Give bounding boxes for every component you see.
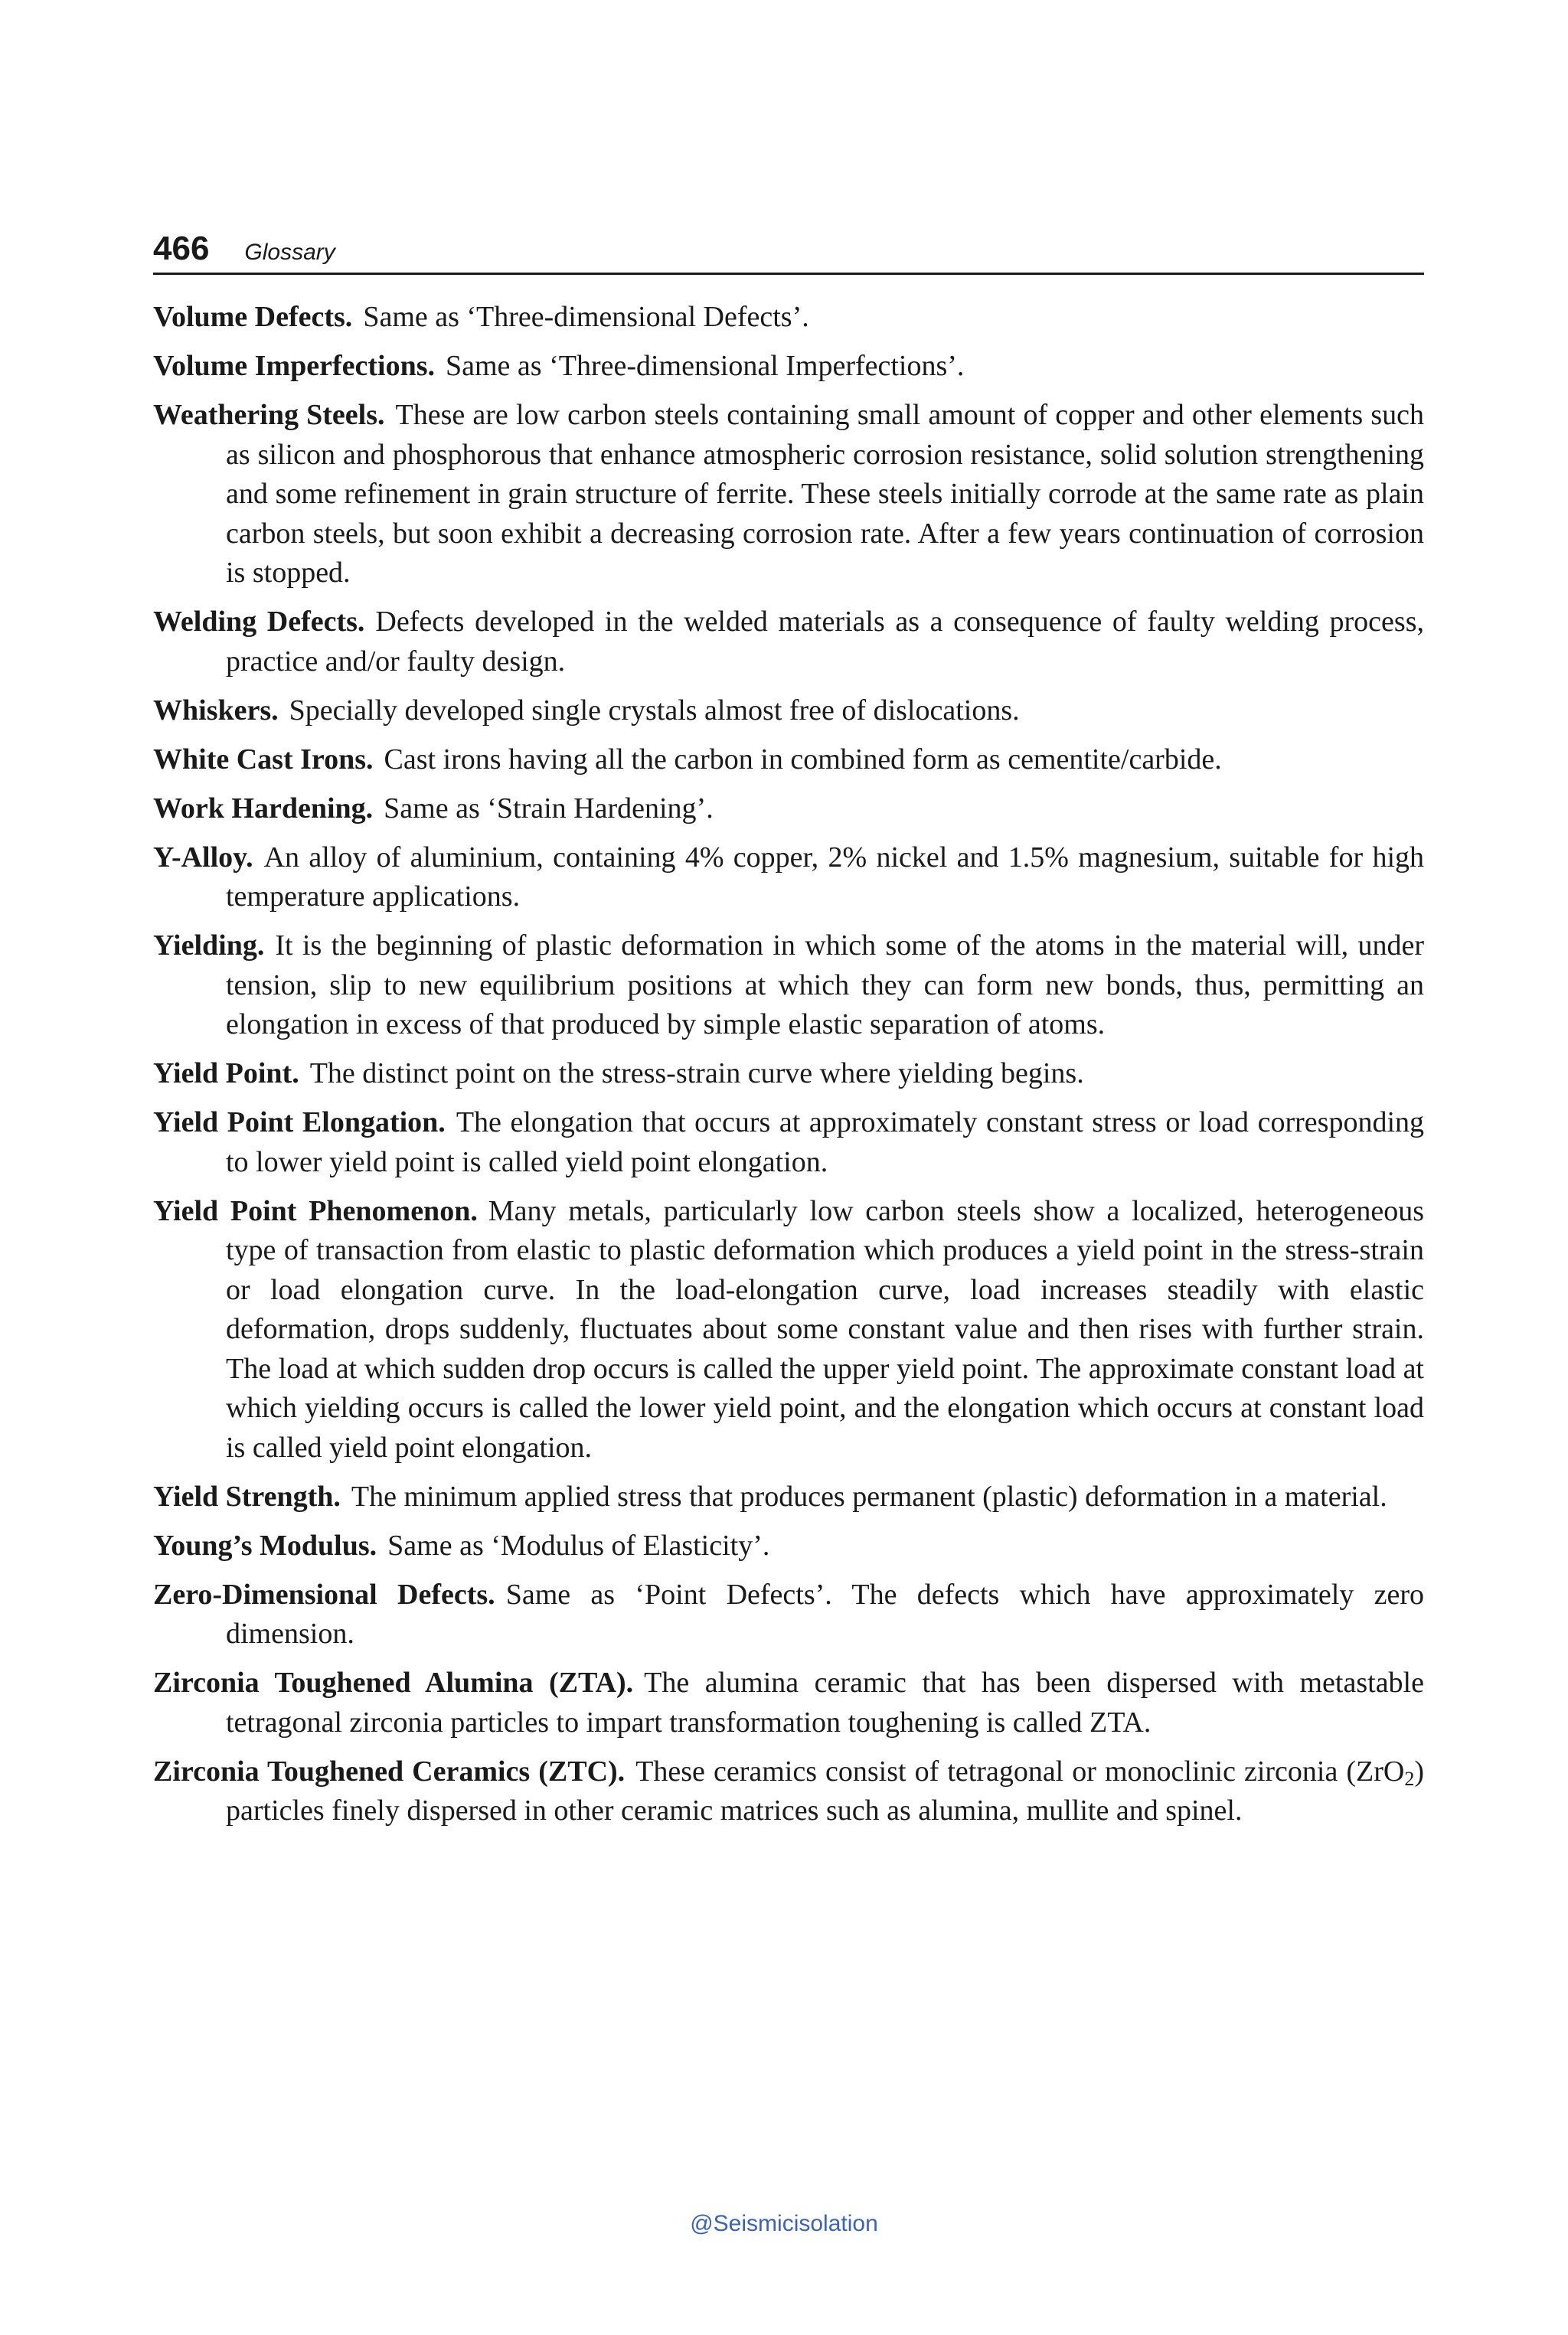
- entry-definition: Cast irons having all the carbon in combined form as cementite/carbide.: [384, 743, 1222, 776]
- glossary-entry: [153, 1664, 1424, 1742]
- page-number: 466: [153, 230, 210, 267]
- entry-term: Y-Alloy.: [153, 841, 253, 874]
- entry-term: Work Hardening.: [153, 792, 374, 825]
- entry-term: Zirconia Toughened Ceramics (ZTC).: [153, 1755, 626, 1788]
- entry-term: Yield Point Elongation.: [153, 1106, 446, 1138]
- watermark: @Seismicisolation: [690, 2211, 878, 2236]
- entry-definition: It is the beginning of plastic deformation in which some of the atoms in the material will, under tension, slip to new equilibrium positions at which they can form new bonds, thus, permitting an elongation in excess of that produced by simple elastic separation of atoms.: [226, 929, 1424, 1040]
- glossary-entry: [153, 1054, 1424, 1094]
- entry-term: Welding Defects.: [153, 606, 365, 638]
- glossary-entry: [153, 603, 1424, 681]
- glossary-entry: [153, 838, 1424, 917]
- entry-definition: Same as ‘Three-dimensional Imperfections’.: [446, 350, 965, 382]
- glossary-page: [153, 230, 1424, 1840]
- entry-definition: Many metals, particularly low carbon steels show a localized, heterogeneous type of transaction from elastic to plastic deformation which produces a yield point in the stress-strain or load elongation curve. In the load-elongation curve, load increases steadily with elastic deformation, drops suddenly, fluctuates about some constant value and then rises with further strain. The load at which sudden drop occurs is called the upper yield point. The approximate constant load at which yielding occurs is called the lower yield point, and the elongation which occurs at constant load is called yield point elongation.: [226, 1194, 1424, 1464]
- entry-term: Yield Strength.: [153, 1480, 341, 1513]
- glossary-entry: [153, 1527, 1424, 1566]
- glossary-entry: [153, 298, 1424, 338]
- entry-definition: Specially developed single crystals almost free of dislocations.: [289, 694, 1020, 727]
- entry-term: Yield Point Phenomenon.: [153, 1194, 478, 1227]
- entry-definition: Defects developed in the welded materials as a consequence of faulty welding process, practice and/or faulty design.: [226, 606, 1424, 678]
- glossary-entry: [153, 347, 1424, 387]
- entry-term: Zero-Dimensional Defects.: [153, 1578, 495, 1611]
- subscript: 2: [1404, 1767, 1415, 1790]
- section-title: Glossary: [244, 240, 335, 265]
- entry-term: White Cast Irons.: [153, 743, 374, 776]
- glossary-entry: [153, 1478, 1424, 1517]
- entry-definition: These are low carbon steels containing small amount of copper and other elements such as silicon and phosphorous that enhance atmospheric corrosion resistance, solid solution strengthening and some refinement in grain structure of ferrite. These steels initially corrode at the same rate as plain carbon steels, but soon exhibit a decreasing corrosion rate. After a few years continuation of corrosion is stopped.: [226, 399, 1424, 589]
- entry-definition: Same as ‘Three-dimensional Defects’.: [363, 301, 809, 333]
- entry-definition: An alloy of aluminium, containing 4% copper, 2% nickel and 1.5% magnesium, suitable for high temperature applications.: [226, 841, 1424, 913]
- entry-definition: Same as ‘Strain Hardening’.: [384, 792, 714, 825]
- glossary-entry: [153, 396, 1424, 593]
- definition-text: ) particles finely dispersed in other ceramic matrices such as alumina, mullite and spinel.: [226, 1755, 1425, 1827]
- entry-term: Zirconia Toughened Alumina (ZTA).: [153, 1667, 634, 1699]
- entry-definition: The elongation that occurs at approximately constant stress or load corresponding to lower yield point is called yield point elongation.: [226, 1106, 1424, 1178]
- glossary-entry: [153, 740, 1424, 780]
- glossary-entries: [153, 298, 1424, 1831]
- entry-definition: The alumina ceramic that has been dispersed with metastable tetragonal zirconia particles to impart transformation toughening is called ZTA.: [226, 1667, 1424, 1739]
- entry-term: Yielding.: [153, 929, 265, 962]
- entry-term: Young’s Modulus.: [153, 1529, 377, 1562]
- entry-term: Yield Point.: [153, 1057, 299, 1089]
- entry-term: Whiskers.: [153, 694, 279, 727]
- entry-definition: Same as ‘Modulus of Elasticity’.: [387, 1529, 770, 1562]
- glossary-entry: [153, 1103, 1424, 1182]
- glossary-entry: [153, 1192, 1424, 1468]
- entry-term: Weathering Steels.: [153, 399, 385, 431]
- entry-term: Volume Imperfections.: [153, 350, 435, 382]
- running-head: [153, 230, 1424, 275]
- glossary-entry: [153, 1576, 1424, 1654]
- entry-definition: Same as ‘Point Defects’. The defects which have approximately zero dimension.: [226, 1578, 1425, 1650]
- glossary-entry: [153, 926, 1424, 1045]
- entry-definition: The distinct point on the stress-strain curve where yielding begins.: [309, 1057, 1084, 1089]
- glossary-entry: [153, 789, 1424, 829]
- definition-text: These ceramics consist of tetragonal or monoclinic zirconia (ZrO: [635, 1755, 1405, 1788]
- glossary-entry: [153, 1752, 1424, 1831]
- entry-definition: The minimum applied stress that produces permanent (plastic) deformation in a material.: [351, 1480, 1387, 1513]
- entry-term: Volume Defects.: [153, 301, 353, 333]
- glossary-entry: [153, 691, 1424, 731]
